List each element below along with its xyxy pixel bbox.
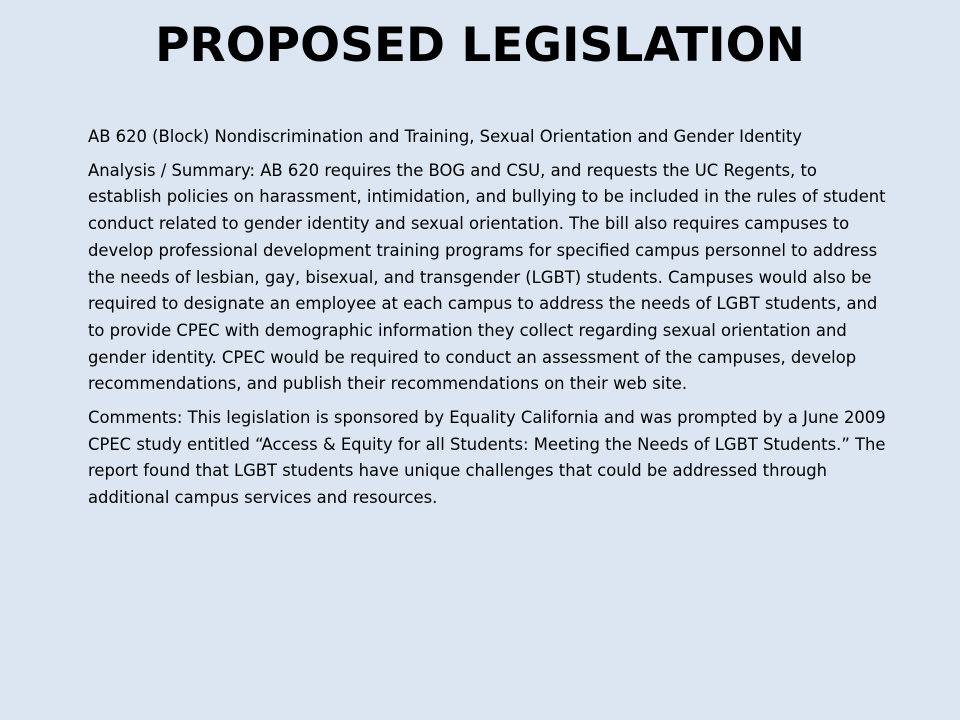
slide-body	[88, 124, 888, 519]
comments: Comments: This legislation is sponsored by Equality California and was prompted by a June 2009 CPEC study entitled “Access & Equity for all Students: Meeting the Needs of LGBT Students.” The report found that LGBT students have unique challenges that could be addressed through additional campus services and resources.	[88, 408, 886, 508]
bill-heading: AB 620 (Block) Nondiscrimination and Training, Sexual Orientation and Gender Identity	[88, 127, 802, 146]
analysis-summary: Analysis / Summary: AB 620 requires the BOG and CSU, and requests the UC Regents, to establish policies on harassment, intimidation, and bullying to be included in the rules of student conduct related to gender identity and sexual orientation. The bill also requires campuses to develop professional development training programs for specified campus personnel to address the needs of lesbian, gay, bisexual, and transgender (LGBT) students. Campuses would also be required to designate an employee at each campus to address the needs of LGBT students, and to provide CPEC with demographic information they collect regarding sexual orientation and gender identity. CPEC would be required to conduct an assessment of the campuses, develop recommendations, and publish their recommendations on their web site.	[88, 160, 886, 394]
slide-title: PROPOSED LEGISLATION	[155, 18, 805, 73]
